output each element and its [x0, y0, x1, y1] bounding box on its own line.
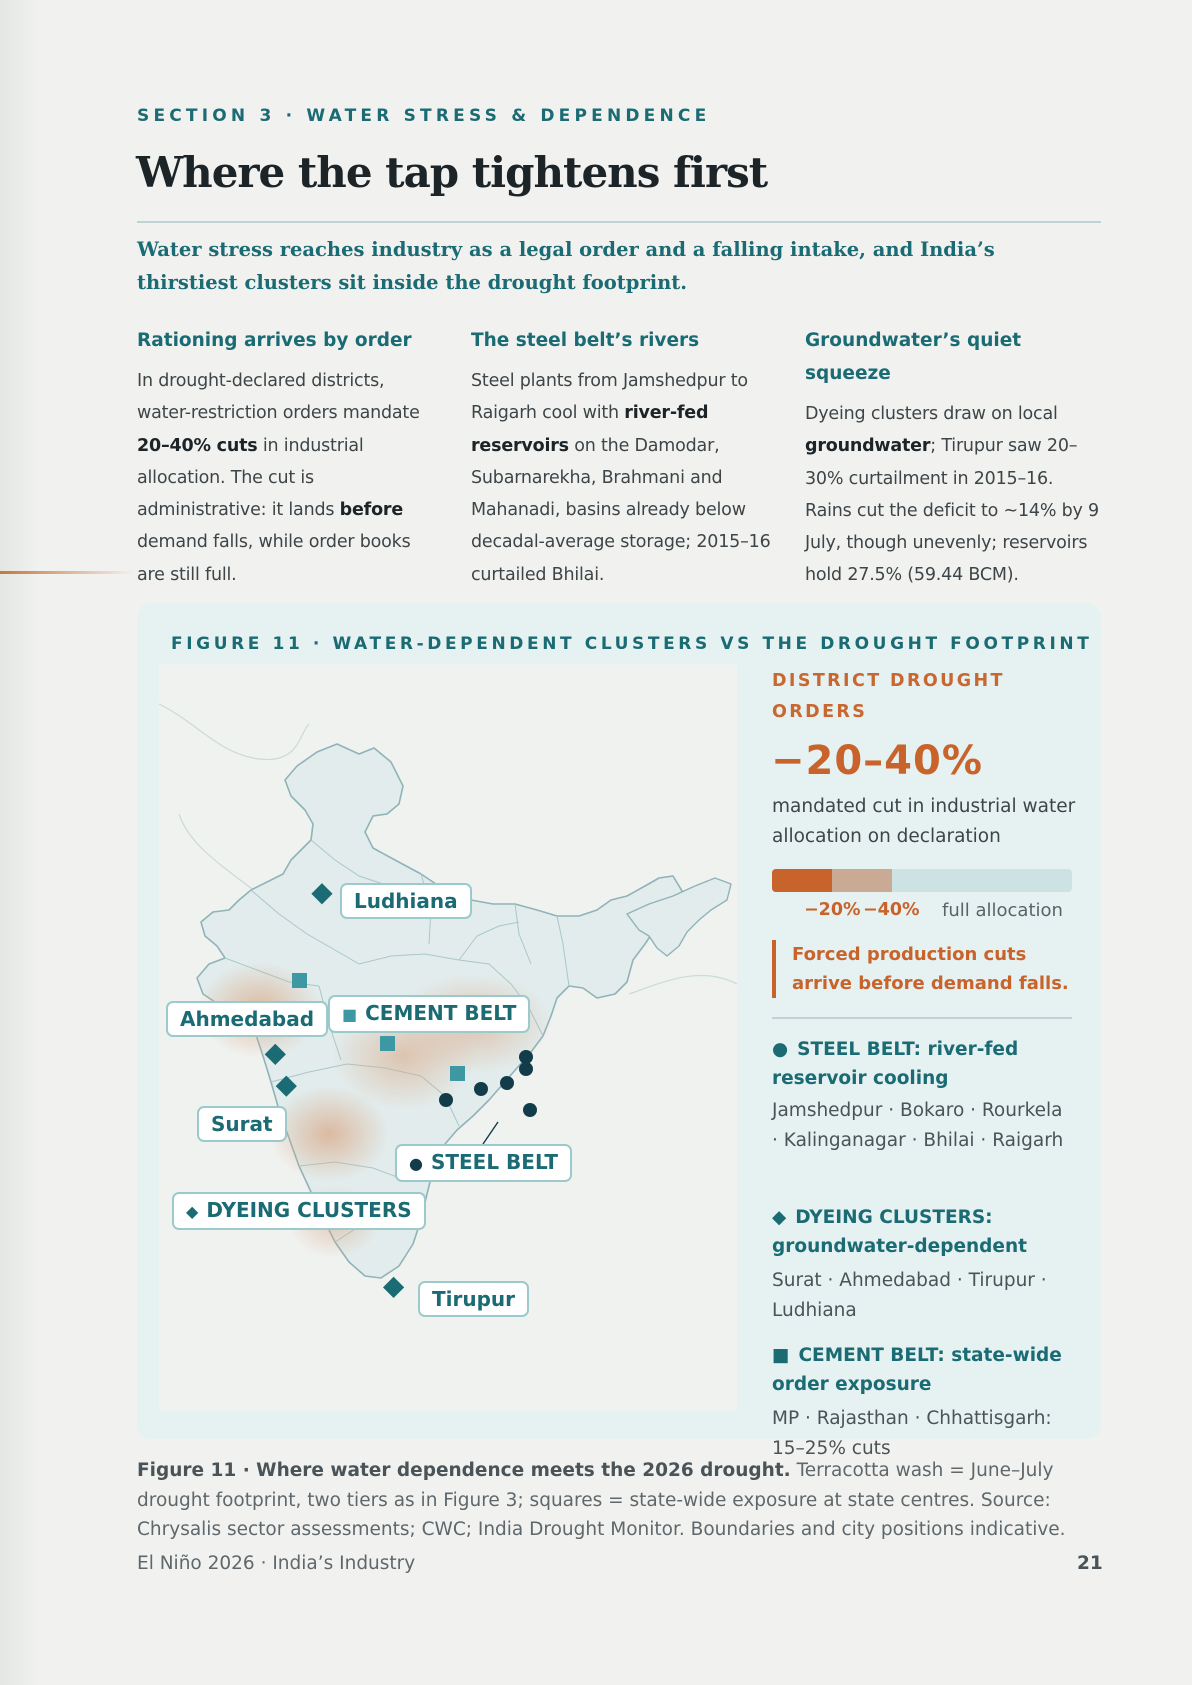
legend-steel-body: Jamshedpur · Bokaro · Rourkela · Kalinganagar · Bhilai · Raigarh	[772, 1100, 1064, 1151]
column-body	[471, 365, 771, 591]
column-groundwater	[805, 324, 1100, 592]
map-label-dyeing-clusters	[172, 1192, 426, 1230]
edge-accent-rule	[0, 571, 135, 574]
map-label-ahmedabad: Ahmedabad	[166, 1001, 328, 1037]
text-run: in industrial allocation. The cut is administrative: it lands	[137, 435, 364, 521]
legend-cement-title	[772, 1341, 1072, 1399]
leader-line	[483, 1122, 498, 1144]
side-divider	[772, 1017, 1072, 1019]
bar-label-40: −40%	[863, 900, 920, 920]
callout-quote: Forced production cuts arrive before demand falls.	[772, 940, 1072, 998]
diamond-glyph: ◆	[186, 1202, 199, 1221]
cement-marker	[292, 973, 307, 988]
text-run: Steel plants from Jamshedpur to Raigarh cool with	[471, 371, 748, 424]
text-run: on the Damodar, Subarnarekha, Brahmani and Mahanadi, basins already below decadal-average storage; 2015–16 curtailed Bhilai.	[471, 435, 771, 585]
page-edge-shade	[0, 0, 40, 1685]
label-text: STEEL BELT	[430, 1150, 559, 1174]
circle-glyph: ●	[409, 1154, 423, 1173]
column-heading: Groundwater’s quiet squeeze	[805, 330, 1022, 384]
bar-20-segment	[772, 869, 832, 892]
figure-caption	[137, 1456, 1097, 1545]
text-run: demand falls, while order books are still full.	[137, 532, 411, 585]
emphasis: river-fed reservoirs	[471, 403, 709, 456]
legend-dyeing-body: Surat · Ahmedabad · Tirupur · Ludhiana	[772, 1270, 1047, 1321]
column-heading: The steel belt’s rivers	[471, 330, 700, 351]
map-label-surat: Surat	[197, 1106, 287, 1142]
emphasis: before	[339, 500, 403, 521]
text-run: Dyeing clusters draw on local	[805, 404, 1058, 424]
circle-glyph: ●	[772, 1039, 789, 1060]
steel-marker	[500, 1076, 514, 1090]
map-label-ludhiana: Ludhiana	[340, 883, 472, 919]
column-rationing	[137, 324, 437, 591]
caption-text: Terracotta wash = June–July drought footprint, two tiers as in Figure 3; squares = state-wide exposure at state centres. Source: Chrysalis sector assessments; CWC; India Drought Monitor. Boundaries and city positions indicative.	[137, 1460, 1066, 1540]
column-body	[805, 398, 1100, 592]
diamond-glyph: ◆	[772, 1207, 787, 1228]
steel-marker	[519, 1062, 533, 1076]
bar-label-20: −20%	[804, 900, 861, 920]
map-label-tirupur: Tirupur	[418, 1281, 529, 1317]
cement-marker	[380, 1036, 395, 1051]
figure-kicker: FIGURE 11 · WATER-DEPENDENT CLUSTERS VS THE DROUGHT FOOTPRINT	[171, 634, 1093, 654]
legend-title-text: DYEING CLUSTERS: groundwater-dependent	[772, 1207, 1027, 1257]
map-label-steel-belt	[395, 1144, 572, 1182]
dyeing-marker	[383, 1277, 404, 1298]
column-heading: Rationing arrives by order	[137, 330, 412, 351]
steel-marker	[519, 1050, 533, 1064]
square-glyph: ■	[342, 1005, 358, 1024]
emphasis: 20–40% cuts	[137, 435, 258, 456]
column-body	[137, 365, 437, 591]
label-text: CEMENT BELT	[365, 1001, 517, 1025]
square-glyph: ■	[772, 1345, 790, 1366]
page-number: 21	[1077, 1553, 1103, 1574]
steel-marker	[523, 1103, 537, 1117]
column-steel-belt	[471, 324, 771, 591]
title-divider	[137, 221, 1101, 223]
text-run: ; Tirupur saw 20–30% curtailment in 2015–16. Rains cut the deficit to ~14% by 9 July, though unevenly; reservoirs hold 27.5% (59.44 BCM).	[805, 436, 1099, 586]
steel-marker	[439, 1093, 453, 1107]
legend-cement-body: MP · Rajasthan · Chhattisgarh: 15–25% cuts	[772, 1408, 1052, 1459]
caption-lead: Figure 11 · Where water dependence meets the 2026 drought.	[137, 1460, 791, 1481]
legend-steel-title	[772, 1035, 1072, 1093]
big-stat: −20–40%	[771, 738, 983, 784]
steel-marker	[474, 1082, 488, 1096]
emphasis: groundwater	[805, 436, 931, 457]
allocation-bar	[772, 869, 1072, 892]
legend-title-text: STEEL BELT: river-fed reservoir cooling	[772, 1039, 1019, 1089]
bar-label-full: full allocation	[942, 900, 1063, 921]
footer-title: El Niño 2026 · India’s Industry	[137, 1553, 416, 1574]
page-title: Where the tap tightens first	[136, 148, 768, 197]
map-label-cement-belt	[328, 995, 530, 1033]
section-kicker: SECTION 3 · WATER STRESS & DEPENDENCE	[137, 106, 711, 126]
side-kicker: DISTRICT DROUGHT ORDERS	[772, 671, 1005, 722]
text-run: In drought-declared districts, water-restriction orders mandate	[137, 371, 420, 424]
legend-title-text: CEMENT BELT: state-wide order exposure	[772, 1345, 1062, 1395]
cement-marker	[450, 1066, 465, 1081]
stat-description: mandated cut in industrial water allocation on declaration	[772, 796, 1076, 847]
legend-dyeing-title	[772, 1203, 1072, 1261]
deck-text: Water stress reaches industry as a legal order and a falling intake, and India’s thirstiest clusters sit inside the drought footprint.	[137, 238, 995, 294]
label-text: DYEING CLUSTERS	[206, 1198, 412, 1222]
